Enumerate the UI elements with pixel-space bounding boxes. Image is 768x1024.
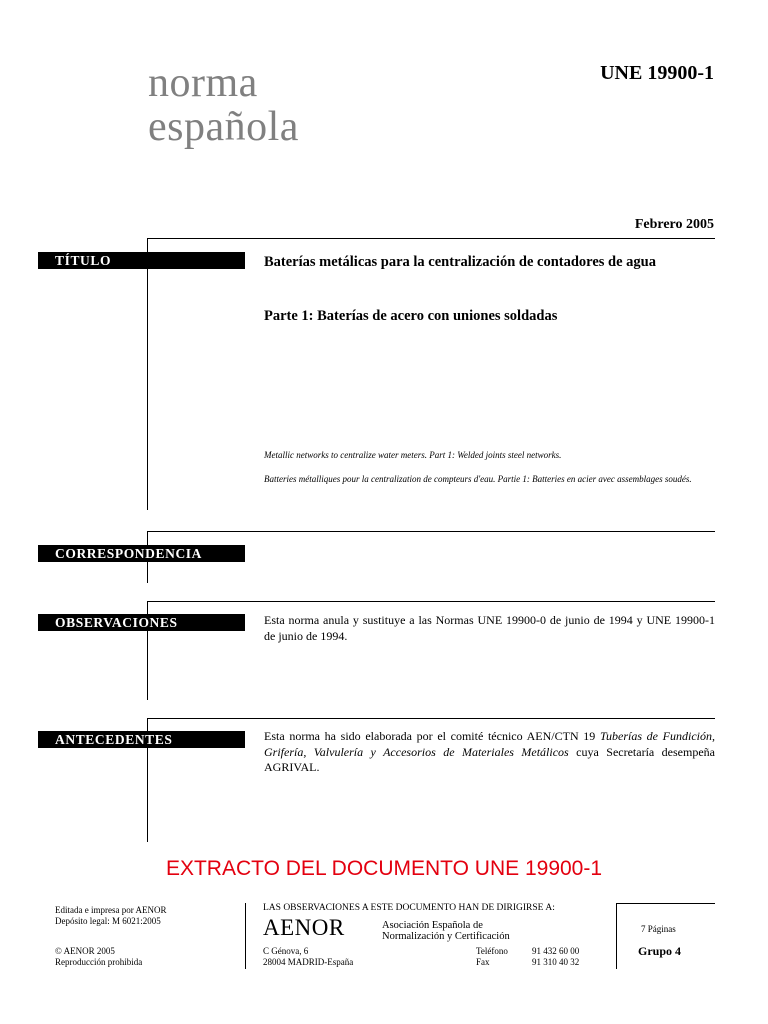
section-label-correspondencia: CORRESPONDENCIA: [38, 545, 245, 562]
footer-observations-heading: LAS OBSERVACIONES A ESTE DOCUMENTO HAN DE DIRIGIRSE A:: [263, 903, 555, 913]
rule-vertical-titulo: [147, 238, 148, 510]
observaciones-text: Esta norma anula y sustituye a las Normas UNE 19900-0 de junio de 1994 y UNE 19900-1 de junio de 1994.: [264, 613, 715, 643]
footer-legal-deposit: Depósito legal: M 6021:2005: [55, 916, 161, 926]
standard-number: UNE 19900-1: [600, 62, 714, 84]
fax-label: Fax: [476, 957, 490, 967]
title-french: Batteries métalliques pour la centralization de compteurs d'eau. Partie 1: Batteries en acier avec assemblages soudés.: [264, 474, 692, 484]
section-label-titulo: TÍTULO: [38, 252, 245, 269]
antecedentes-text-before: Esta norma ha sido elaborada por el comité técnico AEN/CTN 19: [264, 729, 600, 743]
brand-line-2: española: [148, 104, 299, 150]
phone-label: Teléfono: [476, 946, 508, 956]
org-line-1: Asociación Española de: [382, 920, 483, 931]
aenor-logo: AENOR: [263, 915, 345, 940]
rule-horizontal-titulo: [147, 238, 715, 239]
title-english: Metallic networks to centralize water meters. Part 1: Welded joints steel networks.: [264, 450, 562, 460]
brand-line-1: norma: [148, 60, 258, 106]
footer-copyright: © AENOR 2005: [55, 946, 115, 956]
title-main: Baterías metálicas para la centralización de contadores de agua: [264, 254, 656, 270]
footer-divider: [245, 903, 246, 969]
pages-group-box: [616, 903, 715, 969]
section-label-antecedentes: ANTECEDENTES: [38, 731, 245, 748]
fax-value: 91 310 40 32: [532, 957, 580, 967]
antecedentes-committee-name: Tuberías de Fundición, Grifería, Valvulería y Accesorios de Materiales Metálicos: [264, 729, 715, 759]
address-city: 28004 MADRID-España: [263, 957, 354, 967]
publication-date: Febrero 2005: [634, 217, 714, 232]
antecedentes-text: [264, 729, 715, 776]
aenor-organization: [382, 920, 510, 942]
title-part: Parte 1: Baterías de acero con uniones soldadas: [264, 308, 558, 324]
address-street: C Génova, 6: [263, 946, 309, 956]
page-count: 7 Páginas: [641, 924, 676, 934]
org-line-2: Normalización y Certificación: [382, 931, 510, 942]
rule-horizontal-observaciones: [147, 601, 715, 602]
antecedentes-text-after: cuya Secretaría desempeña AGRIVAL.: [264, 744, 715, 774]
rule-horizontal-correspondencia: [147, 531, 715, 532]
phone-value: 91 432 60 00: [532, 946, 580, 956]
footer-edited-by: Editada e impresa por AENOR: [55, 905, 167, 915]
rule-horizontal-antecedentes: [147, 718, 715, 719]
extract-notice: EXTRACTO DEL DOCUMENTO UNE 19900-1: [165, 857, 603, 880]
section-label-observaciones: OBSERVACIONES: [38, 614, 245, 631]
group-label: Grupo 4: [638, 944, 682, 958]
footer-reproduction: Reproducción prohibida: [55, 957, 143, 967]
